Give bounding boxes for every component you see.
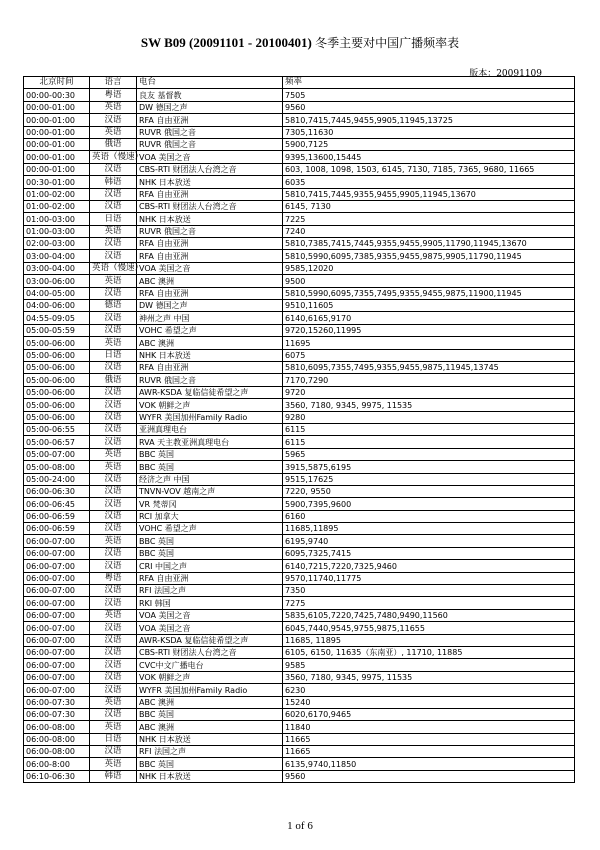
station-cell: RFA 自由亚洲	[137, 361, 283, 373]
language-cell: 俄语	[90, 138, 137, 150]
table-row	[24, 300, 575, 312]
station-cell: BBC 英国	[137, 758, 283, 770]
language-cell: 汉语	[90, 238, 137, 250]
frequency-cell: 6115	[283, 436, 575, 448]
frequency-cell: 603, 1008, 1098, 1503, 6145, 7130, 7185, 7365, 9680, 11665	[283, 163, 575, 175]
language-cell: 汉语	[90, 163, 137, 175]
station-cell: ABC 澳洲	[137, 275, 283, 287]
table-row	[24, 609, 575, 621]
table-row	[24, 708, 575, 720]
frequency-cell: 5810,5990,6095,7385,9355,9455,9875,9905,11790,11945	[283, 250, 575, 262]
frequency-cell: 5810,6095,7355,7495,9355,9455,9875,11945,13745	[283, 361, 575, 373]
table-row	[24, 386, 575, 398]
time-cell: 06:10-06:30	[24, 770, 90, 782]
table-row	[24, 176, 575, 188]
frequency-cell: 5835,6105,7220,7425,7480,9490,11560	[283, 609, 575, 621]
frequency-cell: 3560, 7180, 9345, 9975, 11535	[283, 671, 575, 683]
station-cell: RFA 自由亚洲	[137, 188, 283, 200]
language-cell: 英语	[90, 609, 137, 621]
frequency-cell: 11685,11895	[283, 523, 575, 535]
station-cell: VOA 美国之音	[137, 622, 283, 634]
frequency-cell: 6140,7215,7220,7325,9460	[283, 560, 575, 572]
station-cell: RUVR 俄国之音	[137, 225, 283, 237]
frequency-cell: 7170,7290	[283, 374, 575, 386]
language-cell: 韩语	[90, 176, 137, 188]
title-chinese: 冬季主要对中国广播频率表	[315, 36, 460, 50]
table-row	[24, 324, 575, 336]
time-cell: 05:00-06:00	[24, 399, 90, 411]
station-cell: VR 梵蒂冈	[137, 498, 283, 510]
language-cell: 英语	[90, 696, 137, 708]
time-cell: 06:00-07:00	[24, 560, 90, 572]
language-cell: 英语	[90, 101, 137, 113]
frequency-cell: 6075	[283, 349, 575, 361]
language-cell: 粤语	[90, 572, 137, 584]
frequency-cell: 6160	[283, 510, 575, 522]
frequency-cell: 7275	[283, 597, 575, 609]
table-row	[24, 448, 575, 460]
time-cell: 06:00-07:00	[24, 671, 90, 683]
language-cell: 汉语	[90, 659, 137, 671]
time-cell: 06:00-07:30	[24, 708, 90, 720]
time-cell: 00:00-01:00	[24, 163, 90, 175]
station-cell: CBS-RTI 财团法人台湾之音	[137, 200, 283, 212]
table-body	[24, 89, 575, 783]
time-cell: 06:00-07:00	[24, 646, 90, 658]
station-cell: NHK 日本放送	[137, 176, 283, 188]
station-cell: VOA 美国之音	[137, 262, 283, 274]
time-cell: 06:00-06:59	[24, 510, 90, 522]
time-cell: 00:00-01:00	[24, 151, 90, 163]
frequency-cell: 3560, 7180, 9345, 9975, 11535	[283, 399, 575, 411]
language-cell: 汉语	[90, 423, 137, 435]
frequency-cell: 6035	[283, 176, 575, 188]
station-cell: NHK 日本放送	[137, 349, 283, 361]
station-cell: NHK 日本放送	[137, 213, 283, 225]
time-cell: 03:00-06:00	[24, 275, 90, 287]
frequency-cell: 15240	[283, 696, 575, 708]
time-cell: 05:00-06:00	[24, 386, 90, 398]
table-row	[24, 485, 575, 497]
frequency-cell: 7220, 9550	[283, 485, 575, 497]
station-cell: VOHC 希望之声	[137, 324, 283, 336]
time-cell: 06:00-08:00	[24, 733, 90, 745]
time-cell: 05:00-06:00	[24, 337, 90, 349]
table-row	[24, 671, 575, 683]
station-cell: CBS-RTI 财团法人台湾之音	[137, 163, 283, 175]
time-cell: 05:00-24:00	[24, 473, 90, 485]
station-cell: CBS-RTI 财团法人台湾之音	[137, 646, 283, 658]
header-station: 电台	[137, 77, 283, 89]
frequency-cell: 6230	[283, 684, 575, 696]
language-cell: 英语	[90, 758, 137, 770]
table-row	[24, 138, 575, 150]
frequency-cell: 5900,7395,9600	[283, 498, 575, 510]
time-cell: 05:00-05:59	[24, 324, 90, 336]
frequency-cell: 9720	[283, 386, 575, 398]
table-row	[24, 721, 575, 733]
language-cell: 汉语	[90, 622, 137, 634]
table-row	[24, 126, 575, 138]
table-row	[24, 262, 575, 274]
station-cell: RFA 自由亚洲	[137, 250, 283, 262]
frequency-cell: 7225	[283, 213, 575, 225]
language-cell: 粤语	[90, 89, 137, 101]
table-row	[24, 585, 575, 597]
time-cell: 03:00-04:00	[24, 262, 90, 274]
station-cell: 神州之声 中国	[137, 312, 283, 324]
language-cell: 汉语	[90, 411, 137, 423]
language-cell: 汉语	[90, 386, 137, 398]
table-row	[24, 696, 575, 708]
time-cell: 06:00-8:00	[24, 758, 90, 770]
table-row	[24, 349, 575, 361]
time-cell: 05:00-06:00	[24, 374, 90, 386]
language-cell: 英语	[90, 448, 137, 460]
frequency-cell: 7350	[283, 585, 575, 597]
table-row	[24, 659, 575, 671]
frequency-cell: 6145, 7130	[283, 200, 575, 212]
table-row	[24, 163, 575, 175]
time-cell: 05:00-06:00	[24, 361, 90, 373]
time-cell: 01:00-03:00	[24, 225, 90, 237]
header-frequency: 频率	[283, 77, 575, 89]
station-cell: BBC 英国	[137, 535, 283, 547]
frequency-cell: 7305,11630	[283, 126, 575, 138]
frequency-cell: 3915,5875,6195	[283, 461, 575, 473]
table-row	[24, 238, 575, 250]
table-row	[24, 746, 575, 758]
station-cell: VOA 美国之音	[137, 151, 283, 163]
table-row	[24, 411, 575, 423]
language-cell: 汉语	[90, 510, 137, 522]
station-cell: RVA 天主教亚洲真理电台	[137, 436, 283, 448]
table-row	[24, 151, 575, 163]
time-cell: 06:00-06:45	[24, 498, 90, 510]
header-language: 语言	[90, 77, 137, 89]
table-row	[24, 646, 575, 658]
time-cell: 06:00-07:00	[24, 609, 90, 621]
time-cell: 06:00-07:00	[24, 547, 90, 559]
station-cell: VOK 朝鲜之声	[137, 399, 283, 411]
time-cell: 05:00-06:57	[24, 436, 90, 448]
frequency-cell: 6105, 6150, 11635（东南亚）, 11710, 11885	[283, 646, 575, 658]
station-cell: VOA 美国之音	[137, 609, 283, 621]
language-cell: 汉语	[90, 312, 137, 324]
station-cell: ABC 澳洲	[137, 337, 283, 349]
frequency-cell: 9560	[283, 101, 575, 113]
language-cell: 英语	[90, 461, 137, 473]
frequency-cell: 9720,15260,11995	[283, 324, 575, 336]
station-cell: RUVR 俄国之音	[137, 138, 283, 150]
table-row	[24, 337, 575, 349]
table-row	[24, 361, 575, 373]
time-cell: 05:00-06:55	[24, 423, 90, 435]
time-cell: 06:00-07:00	[24, 622, 90, 634]
station-cell: RKI 韩国	[137, 597, 283, 609]
language-cell: 汉语	[90, 250, 137, 262]
title-latin: SW B09 (20091101 - 20100401)	[140, 35, 312, 50]
frequency-cell: 6020,6170,9465	[283, 708, 575, 720]
frequency-cell: 5810,7385,7415,7445,9355,9455,9905,11790,11945,13670	[283, 238, 575, 250]
time-cell: 00:30-01:00	[24, 176, 90, 188]
language-cell: 英语	[90, 535, 137, 547]
table-row	[24, 498, 575, 510]
station-cell: RFA 自由亚洲	[137, 287, 283, 299]
time-cell: 04:55-09:05	[24, 312, 90, 324]
frequency-cell: 11840	[283, 721, 575, 733]
station-cell: NHK 日本放送	[137, 733, 283, 745]
language-cell: 英语	[90, 721, 137, 733]
station-cell: VOHC 希望之声	[137, 523, 283, 535]
language-cell: 日语	[90, 213, 137, 225]
language-cell: 汉语	[90, 547, 137, 559]
time-cell: 03:00-04:00	[24, 250, 90, 262]
language-cell: 汉语	[90, 523, 137, 535]
station-cell: RFI 法国之声	[137, 746, 283, 758]
time-cell: 06:00-07:00	[24, 585, 90, 597]
table-row	[24, 374, 575, 386]
station-cell: 良友 基督教	[137, 89, 283, 101]
language-cell: 英语	[90, 225, 137, 237]
frequency-cell: 5810,7415,7445,9355,9455,9905,11945,13670	[283, 188, 575, 200]
frequency-cell: 11695	[283, 337, 575, 349]
time-cell: 04:00-05:00	[24, 287, 90, 299]
language-cell: 汉语	[90, 361, 137, 373]
station-cell: RFI 法国之声	[137, 585, 283, 597]
time-cell: 06:00-06:59	[24, 523, 90, 535]
table-row	[24, 287, 575, 299]
table-row	[24, 213, 575, 225]
language-cell: 汉语	[90, 188, 137, 200]
station-cell: 亚洲真理电台	[137, 423, 283, 435]
table-row	[24, 535, 575, 547]
time-cell: 00:00-01:00	[24, 114, 90, 126]
station-cell: ABC 澳洲	[137, 696, 283, 708]
station-cell: RUVR 俄国之音	[137, 126, 283, 138]
time-cell: 05:00-08:00	[24, 461, 90, 473]
frequency-cell: 5810,5990,6095,7355,7495,9355,9455,9875,11900,11945	[283, 287, 575, 299]
frequency-cell: 5810,7415,7445,9455,9905,11945,13725	[283, 114, 575, 126]
time-cell: 06:00-08:00	[24, 721, 90, 733]
language-cell: 汉语	[90, 485, 137, 497]
station-cell: RUVR 俄国之音	[137, 374, 283, 386]
table-row	[24, 200, 575, 212]
station-cell: VOK 朝鲜之声	[137, 671, 283, 683]
language-cell: 日语	[90, 349, 137, 361]
frequency-cell: 11665	[283, 733, 575, 745]
language-cell: 汉语	[90, 436, 137, 448]
time-cell: 05:00-06:00	[24, 411, 90, 423]
language-cell: 汉语	[90, 114, 137, 126]
table-row	[24, 275, 575, 287]
frequency-cell: 7505	[283, 89, 575, 101]
language-cell: 汉语	[90, 560, 137, 572]
frequency-cell: 9280	[283, 411, 575, 423]
station-cell: ABC 澳洲	[137, 721, 283, 733]
station-cell: BBC 英国	[137, 708, 283, 720]
time-cell: 01:00-03:00	[24, 213, 90, 225]
station-cell: WYFR 美国加州Family Radio	[137, 411, 283, 423]
station-cell: CRI 中国之声	[137, 560, 283, 572]
time-cell: 06:00-07:30	[24, 696, 90, 708]
station-cell: BBC 英国	[137, 547, 283, 559]
frequency-cell: 6195,9740	[283, 535, 575, 547]
table-row	[24, 770, 575, 782]
frequency-cell: 6045,7440,9545,9755,9875,11655	[283, 622, 575, 634]
table-row	[24, 473, 575, 485]
table-row	[24, 188, 575, 200]
station-cell: DW 德国之声	[137, 101, 283, 113]
language-cell: 汉语	[90, 646, 137, 658]
language-cell: 英语（慢速）	[90, 151, 137, 163]
frequency-cell: 6095,7325,7415	[283, 547, 575, 559]
time-cell: 00:00-01:00	[24, 126, 90, 138]
time-cell: 06:00-07:00	[24, 535, 90, 547]
time-cell: 05:00-06:00	[24, 349, 90, 361]
frequency-cell: 9395,13600,15445	[283, 151, 575, 163]
frequency-cell: 5900,7125	[283, 138, 575, 150]
table-row	[24, 733, 575, 745]
language-cell: 汉语	[90, 399, 137, 411]
header-beijing-time: 北京时间	[24, 77, 90, 89]
time-cell: 05:00-07:00	[24, 448, 90, 460]
frequency-cell: 6140,6165,9170	[283, 312, 575, 324]
table-row	[24, 572, 575, 584]
station-cell: BBC 英国	[137, 461, 283, 473]
language-cell: 汉语	[90, 708, 137, 720]
station-cell: DW 德国之声	[137, 300, 283, 312]
station-cell: BBC 英国	[137, 448, 283, 460]
language-cell: 汉语	[90, 473, 137, 485]
language-cell: 汉语	[90, 746, 137, 758]
station-cell: 经济之声 中国	[137, 473, 283, 485]
table-row	[24, 101, 575, 113]
table-row	[24, 684, 575, 696]
table-row	[24, 423, 575, 435]
language-cell: 汉语	[90, 324, 137, 336]
time-cell: 02:00-03:00	[24, 238, 90, 250]
frequency-cell: 9585,12020	[283, 262, 575, 274]
table-row	[24, 399, 575, 411]
language-cell: 德语	[90, 300, 137, 312]
time-cell: 00:00-01:00	[24, 101, 90, 113]
time-cell: 00:00-01:00	[24, 138, 90, 150]
language-cell: 汉语	[90, 684, 137, 696]
table-row	[24, 758, 575, 770]
language-cell: 汉语	[90, 287, 137, 299]
table-header-row	[24, 77, 575, 89]
frequency-cell: 11685, 11895	[283, 634, 575, 646]
time-cell: 06:00-07:00	[24, 634, 90, 646]
time-cell: 06:00-07:00	[24, 572, 90, 584]
time-cell: 06:00-06:30	[24, 485, 90, 497]
table-row	[24, 560, 575, 572]
table-row	[24, 523, 575, 535]
table-row	[24, 225, 575, 237]
language-cell: 汉语	[90, 585, 137, 597]
table-row	[24, 89, 575, 101]
language-cell: 汉语	[90, 200, 137, 212]
frequency-cell: 9585	[283, 659, 575, 671]
frequency-cell: 6135,9740,11850	[283, 758, 575, 770]
station-cell: AWR-KSDA 复临信徒希望之声	[137, 634, 283, 646]
frequency-cell: 9515,17625	[283, 473, 575, 485]
station-cell: WYFR 美国加州Family Radio	[137, 684, 283, 696]
station-cell: NHK 日本放送	[137, 770, 283, 782]
time-cell: 06:00-07:00	[24, 659, 90, 671]
table-row	[24, 622, 575, 634]
language-cell: 汉语	[90, 597, 137, 609]
table-row	[24, 547, 575, 559]
document-title	[0, 34, 600, 51]
language-cell: 英语	[90, 337, 137, 349]
station-cell: RCI 加拿大	[137, 510, 283, 522]
language-cell: 汉语	[90, 634, 137, 646]
table-row	[24, 114, 575, 126]
frequency-table	[23, 76, 575, 783]
language-cell: 俄语	[90, 374, 137, 386]
language-cell: 汉语	[90, 498, 137, 510]
table-row	[24, 436, 575, 448]
page-number: 1 of 6	[287, 820, 313, 832]
language-cell: 汉语	[90, 671, 137, 683]
table-row	[24, 250, 575, 262]
time-cell: 01:00-02:00	[24, 188, 90, 200]
station-cell: TNVN-VOV 越南之声	[137, 485, 283, 497]
table-row	[24, 634, 575, 646]
language-cell: 英语（慢速）	[90, 262, 137, 274]
station-cell: CVC中文广播电台	[137, 659, 283, 671]
station-cell: RFA 自由亚洲	[137, 114, 283, 126]
language-cell: 日语	[90, 733, 137, 745]
version-label: 版本：20091109	[469, 69, 542, 79]
time-cell: 04:00-06:00	[24, 300, 90, 312]
table-row	[24, 312, 575, 324]
station-cell: AWR-KSDA 复临信徒希望之声	[137, 386, 283, 398]
time-cell: 00:00-00:30	[24, 89, 90, 101]
frequency-cell: 5965	[283, 448, 575, 460]
table-row	[24, 510, 575, 522]
language-cell: 英语	[90, 275, 137, 287]
frequency-cell: 9570,11740,11775	[283, 572, 575, 584]
language-cell: 英语	[90, 126, 137, 138]
time-cell: 06:00-08:00	[24, 746, 90, 758]
frequency-cell: 9510,11605	[283, 300, 575, 312]
frequency-cell: 9500	[283, 275, 575, 287]
time-cell: 06:00-07:00	[24, 597, 90, 609]
station-cell: RFA 自由亚洲	[137, 572, 283, 584]
language-cell: 韩语	[90, 770, 137, 782]
frequency-cell: 9560	[283, 770, 575, 782]
frequency-cell: 7240	[283, 225, 575, 237]
time-cell: 06:00-07:00	[24, 684, 90, 696]
table-row	[24, 597, 575, 609]
table-row	[24, 461, 575, 473]
time-cell: 01:00-02:00	[24, 200, 90, 212]
station-cell: RFA 自由亚洲	[137, 238, 283, 250]
frequency-cell: 6115	[283, 423, 575, 435]
frequency-cell: 11665	[283, 746, 575, 758]
